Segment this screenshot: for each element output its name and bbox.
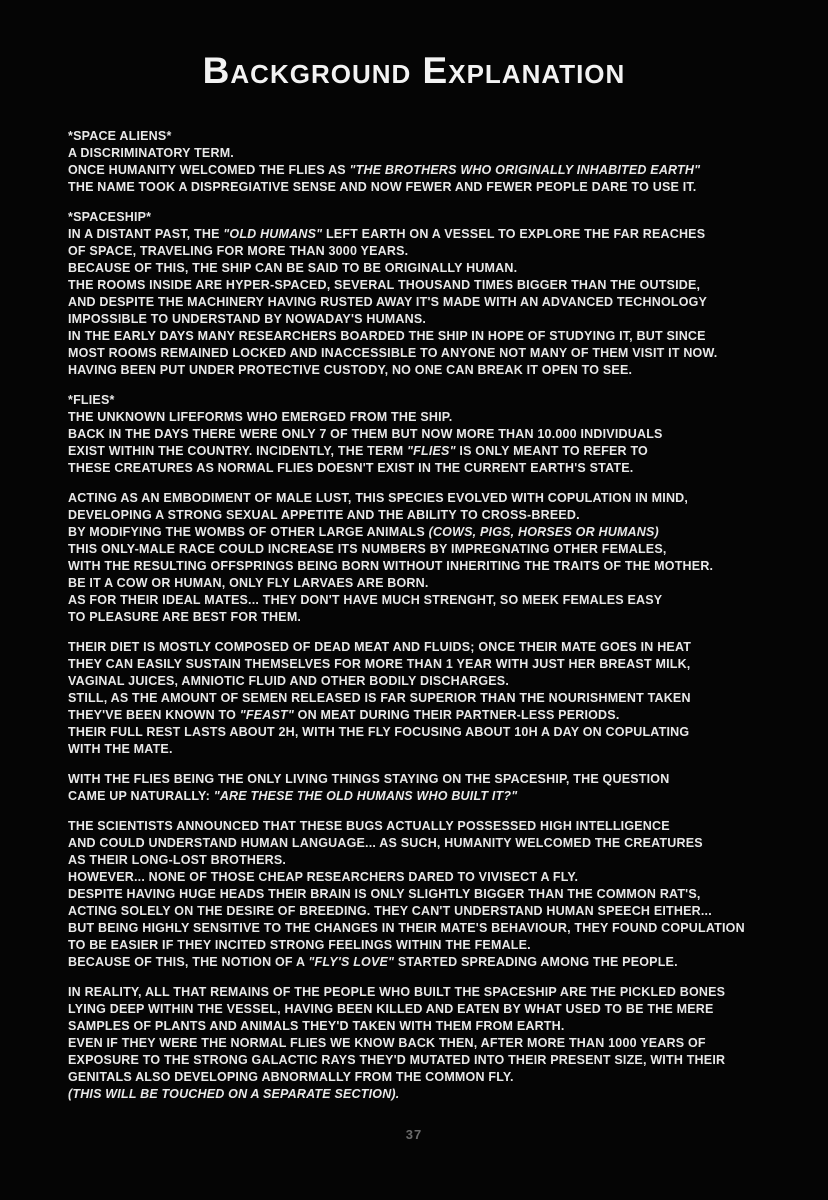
- paragraph: [68, 771, 788, 805]
- section: [68, 128, 788, 196]
- text-line: AS THEIR LONG-LOST BROTHERS.: [68, 853, 287, 867]
- text-line: OF SPACE, TRAVELING FOR MORE THAN 3000 YEARS.: [68, 244, 409, 258]
- paragraph: [68, 818, 788, 971]
- text-line: THE ROOMS INSIDE ARE HYPER-SPACED, SEVERAL THOUSAND TIMES BIGGER THAN THE OUTSIDE,: [68, 278, 701, 292]
- text-line: THEIR FULL REST LASTS ABOUT 2H, WITH THE FLY FOCUSING ABOUT 10H A DAY ON COPULATING: [68, 725, 690, 739]
- text-segment: CAME UP NATURALLY:: [68, 789, 214, 803]
- text-segment: IN A DISTANT PAST, THE: [68, 227, 224, 241]
- section-heading: *SPACE ALIENS*: [68, 129, 172, 143]
- italic-text-segment: "FLIES": [407, 444, 456, 458]
- text-segment: ON MEAT DURING THEIR PARTNER-LESS PERIODS.: [293, 708, 620, 722]
- text-line: [68, 707, 788, 724]
- text-line: EVEN IF THEY WERE THE NORMAL FLIES WE KNOW BACK THEN, AFTER MORE THAN 1000 YEARS OF: [68, 1036, 706, 1050]
- text-line: HOWEVER... NONE OF THOSE CHEAP RESEARCHERS DARED TO VIVISECT A FLY.: [68, 870, 579, 884]
- text-line: THE NAME TOOK A DISPREGIATIVE SENSE AND NOW FEWER AND FEWER PEOPLE DARE TO USE IT.: [68, 180, 697, 194]
- text-line: [68, 954, 788, 971]
- text-line: IN REALITY, ALL THAT REMAINS OF THE PEOPLE WHO BUILT THE SPACESHIP ARE THE PICKLED BONES: [68, 985, 726, 999]
- text-line: EXPOSURE TO THE STRONG GALACTIC RAYS THEY'D MUTATED INTO THEIR PRESENT SIZE, WITH THEIR: [68, 1053, 726, 1067]
- text-line: AND DESPITE THE MACHINERY HAVING RUSTED AWAY IT'S MADE WITH AN ADVANCED TECHNOLOGY: [68, 295, 708, 309]
- text-line: BACK IN THE DAYS THERE WERE ONLY 7 OF THEM BUT NOW MORE THAN 10.000 INDIVIDUALS: [68, 427, 663, 441]
- text-line: ACTING AS AN EMBODIMENT OF MALE LUST, THIS SPECIES EVOLVED WITH COPULATION IN MIND,: [68, 491, 689, 505]
- text-line: HAVING BEEN PUT UNDER PROTECTIVE CUSTODY, NO ONE CAN BREAK IT OPEN TO SEE.: [68, 363, 633, 377]
- page-title: Background Explanation: [202, 50, 626, 91]
- text-line: DEVELOPING A STRONG SEXUAL APPETITE AND THE ABILITY TO CROSS-BREED.: [68, 508, 580, 522]
- paragraph: [68, 490, 788, 626]
- text-segment: LEFT EARTH ON A VESSEL TO EXPLORE THE FAR REACHES: [322, 227, 706, 241]
- text-segment: IS ONLY MEANT TO REFER TO: [455, 444, 648, 458]
- text-line: [68, 524, 788, 541]
- text-line: [68, 1086, 788, 1103]
- text-line: THEIR DIET IS MOSTLY COMPOSED OF DEAD MEAT AND FLUIDS; ONCE THEIR MATE GOES IN HEAT: [68, 640, 692, 654]
- text-line: [68, 226, 788, 243]
- text-segment: ONCE HUMANITY WELCOMED THE FLIES AS: [68, 163, 350, 177]
- italic-text-segment: (COWS, PIGS, HORSES OR HUMANS): [428, 525, 659, 539]
- page-number: 37: [405, 1127, 423, 1142]
- text-line: A DISCRIMINATORY TERM.: [68, 146, 234, 160]
- text-line: STILL, AS THE AMOUNT OF SEMEN RELEASED IS FAR SUPERIOR THAN THE NOURISHMENT TAKEN: [68, 691, 691, 705]
- italic-text-segment: "FLY'S LOVE": [308, 955, 395, 969]
- text-line: [68, 443, 788, 460]
- text-line: THIS ONLY-MALE RACE COULD INCREASE ITS NUMBERS BY IMPREGNATING OTHER FEMALES,: [68, 542, 667, 556]
- text-line: VAGINAL JUICES, AMNIOTIC FLUID AND OTHER BODILY DISCHARGES.: [68, 674, 509, 688]
- section-heading: *FLIES*: [68, 393, 115, 407]
- text-line: WITH THE RESULTING OFFSPRINGS BEING BORN WITHOUT INHERITING THE TRAITS OF THE MOTHER.: [68, 559, 714, 573]
- text-line: AND COULD UNDERSTAND HUMAN LANGUAGE... AS SUCH, HUMANITY WELCOMED THE CREATURES: [68, 836, 703, 850]
- text-line: [68, 788, 788, 805]
- text-line: THESE CREATURES AS NORMAL FLIES DOESN'T EXIST IN THE CURRENT EARTH'S STATE.: [68, 461, 634, 475]
- italic-text-segment: "OLD HUMANS": [223, 227, 323, 241]
- text-line: SAMPLES OF PLANTS AND ANIMALS THEY'D TAKEN WITH THEM FROM EARTH.: [68, 1019, 565, 1033]
- text-line: ACTING SOLELY ON THE DESIRE OF BREEDING. THEY CAN'T UNDERSTAND HUMAN SPEECH EITHER...: [68, 904, 712, 918]
- text-line: IMPOSSIBLE TO UNDERSTAND BY NOWADAY'S HUMANS.: [68, 312, 427, 326]
- text-line: BUT BEING HIGHLY SENSITIVE TO THE CHANGES IN THEIR MATE'S BEHAVIOUR, THEY FOUND COPULATION: [68, 921, 745, 935]
- italic-text-segment: (THIS WILL BE TOUCHED ON A SEPARATE SECTION).: [68, 1087, 400, 1101]
- section-heading: *SPACESHIP*: [68, 210, 152, 224]
- text-segment: EXIST WITHIN THE COUNTRY. INCIDENTLY, THE TERM: [68, 444, 408, 458]
- text-line: WITH THE FLIES BEING THE ONLY LIVING THINGS STAYING ON THE SPACESHIP, THE QUESTION: [68, 772, 670, 786]
- section: [68, 209, 788, 379]
- text-line: TO BE EASIER IF THEY INCITED STRONG FEELINGS WITHIN THE FEMALE.: [68, 938, 531, 952]
- italic-text-segment: "THE BROTHERS WHO ORIGINALLY INHABITED EARTH": [349, 163, 701, 177]
- text-line: AS FOR THEIR IDEAL MATES... THEY DON'T HAVE MUCH STRENGHT, SO MEEK FEMALES EASY: [68, 593, 663, 607]
- text-line: IN THE EARLY DAYS MANY RESEARCHERS BOARDED THE SHIP IN HOPE OF STUDYING IT, BUT SINCE: [68, 329, 706, 343]
- text-line: MOST ROOMS REMAINED LOCKED AND INACCESSIBLE TO ANYONE NOT MANY OF THEM VISIT IT NOW.: [68, 346, 718, 360]
- paragraph: [68, 984, 788, 1103]
- italic-text-segment: "FEAST": [239, 708, 294, 722]
- text-line: GENITALS ALSO DEVELOPING ABNORMALLY FROM THE COMMON FLY.: [68, 1070, 514, 1084]
- text-line: THE SCIENTISTS ANNOUNCED THAT THESE BUGS ACTUALLY POSSESSED HIGH INTELLIGENCE: [68, 819, 670, 833]
- section: [68, 392, 788, 477]
- text-line: WITH THE MATE.: [68, 742, 173, 756]
- text-line: DESPITE HAVING HUGE HEADS THEIR BRAIN IS ONLY SLIGHTLY BIGGER THAN THE COMMON RAT'S,: [68, 887, 701, 901]
- text-line: THEY CAN EASILY SUSTAIN THEMSELVES FOR MORE THAN 1 YEAR WITH JUST HER BREAST MILK,: [68, 657, 691, 671]
- text-line: THE UNKNOWN LIFEFORMS WHO EMERGED FROM THE SHIP.: [68, 410, 453, 424]
- text-segment: BY MODIFYING THE WOMBS OF OTHER LARGE ANIMALS: [68, 525, 429, 539]
- text-segment: STARTED SPREADING AMONG THE PEOPLE.: [394, 955, 678, 969]
- text-segment: BECAUSE OF THIS, THE NOTION OF A: [68, 955, 309, 969]
- text-line: [68, 162, 788, 179]
- paragraph: [68, 639, 788, 758]
- text-line: LYING DEEP WITHIN THE VESSEL, HAVING BEEN KILLED AND EATEN BY WHAT USED TO BE THE MERE: [68, 1002, 714, 1016]
- text-line: TO PLEASURE ARE BEST FOR THEM.: [68, 610, 302, 624]
- text-line: BECAUSE OF THIS, THE SHIP CAN BE SAID TO BE ORIGINALLY HUMAN.: [68, 261, 518, 275]
- text-line: BE IT A COW OR HUMAN, ONLY FLY LARVAES ARE BORN.: [68, 576, 429, 590]
- italic-text-segment: "ARE THESE THE OLD HUMANS WHO BUILT IT?": [213, 789, 518, 803]
- text-body: [0, 92, 828, 1103]
- text-segment: THEY'VE BEEN KNOWN TO: [68, 708, 240, 722]
